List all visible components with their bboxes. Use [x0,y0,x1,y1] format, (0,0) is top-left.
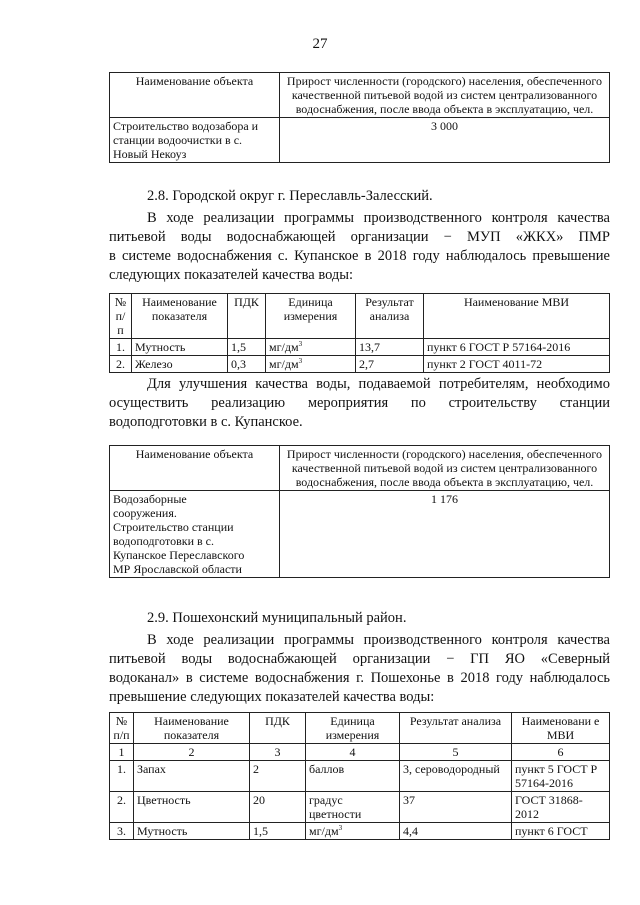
table-cell: пункт 2 ГОСТ 4011-72 [424,356,610,373]
table-cell: 2. [110,356,132,373]
section-heading: 2.8. Городской округ г. Переславль-Залесский. [147,188,433,204]
table-header-cell: № п/п [110,713,134,744]
table-cell [306,823,400,840]
unit-text: мг/дм [309,824,339,838]
table-cell: 1 176 [280,491,610,578]
table-cell: 3. [110,823,134,840]
page-number: 27 [312,36,328,52]
paragraph [109,631,610,707]
table-header-cell: Результат анализа [400,713,512,744]
text-line: В ходе реализации программы производственного контроля качества [147,632,610,648]
table-header-cell: № п/п [110,294,132,339]
table-cell [266,339,356,356]
table-cell: 20 [250,792,306,823]
text-line: питьевой воды водоснабжающей организации − ГП ЯО «Северный [109,651,610,667]
table-cell: Запах [134,761,250,792]
text-line: следующих показателей качества воды: [109,267,354,283]
column-number: 4 [306,744,400,761]
table-cell: 1. [110,339,132,356]
table-cell: 1,5 [228,339,266,356]
table-header-cell: Прирост численности (городского) населения, обеспеченного качественной питьевой водой из систем централизованного водоснабжения, после ввода объекта в эксплуатацию, чел. [280,73,610,118]
table-header-cell: ПДК [228,294,266,339]
text-line: водоподготовки в с. Купанское. [109,414,303,430]
table-cell: Железо [132,356,228,373]
table-cell: 2. [110,792,134,823]
table-header-cell: Наименование показателя [132,294,228,339]
paragraph [109,209,610,285]
text-line: питьевой воды водоснабжающей организации − МУП «ЖКХ» ПМР [109,229,610,245]
text-line: Для улучшения качества воды, подаваемой потребителям, необходимо [147,376,610,392]
table-cell: градус цветности [306,792,400,823]
column-number-row [110,744,610,761]
text-line: в системе водоснабжения с. Купанское в 2018 году наблюдалось превышение [109,248,610,264]
table-cell: 1. [110,761,134,792]
table-cell: 1,5 [250,823,306,840]
table-cell: 3 000 [280,118,610,163]
table-cell: ГОСТ 31868-2012 [512,792,610,823]
table-header-cell: Наименование объекта [110,73,280,118]
column-number: 5 [400,744,512,761]
table-cell: пункт 6 ГОСТ Р 57164-2016 [424,339,610,356]
table-cell: 2,7 [356,356,424,373]
table-cell: 13,7 [356,339,424,356]
table-header-cell: ПДК [250,713,306,744]
table-header-cell: Единица измерения [266,294,356,339]
table-cell: 2 [250,761,306,792]
column-number: 1 [110,744,134,761]
column-number: 6 [512,744,610,761]
table-objects-1 [109,72,610,163]
table-cell: баллов [306,761,400,792]
paragraph [109,375,610,432]
text-line: осуществить реализацию мероприятия по строительству станции [109,395,610,411]
table-cell: пункт 6 ГОСТ [512,823,610,840]
table-indicators-2 [109,712,610,840]
table-row [110,339,610,356]
table-header-cell: Результат анализа [356,294,424,339]
column-number: 3 [250,744,306,761]
table-objects-2 [109,445,610,578]
text-line: превышение следующих показателей качества воды: [109,689,435,705]
table-cell: Мутность [132,339,228,356]
table-cell: 4,4 [400,823,512,840]
table-cell: Цветность [134,792,250,823]
table-row [110,792,610,823]
table-cell: Строительство водозабора и станции водоочистки в с. Новый Некоуз [110,118,280,163]
table-cell: пункт 5 ГОСТ Р 57164-2016 [512,761,610,792]
table-row [110,761,610,792]
table-row [110,356,610,373]
table-header-cell: Наименовани е МВИ [512,713,610,744]
table-cell: Водозаборные сооружения. Строительство станции водоподготовки в с. Купанское Переславского МР Ярославской области [110,491,280,578]
table-header-cell: Прирост численности (городского) населения, обеспеченного качественной питьевой водой из систем централизованного водоснабжения, после ввода объекта в эксплуатацию, чел. [280,446,610,491]
unit-text: мг/дм [269,357,299,371]
unit-text: мг/дм [269,340,299,354]
table-header-cell: Наименование объекта [110,446,280,491]
column-number: 2 [134,744,250,761]
text-line: водоканал» в системе водоснабжения г. Пошехонье в 2018 году наблюдалось [109,670,610,686]
table-row [110,823,610,840]
table-cell: Мутность [134,823,250,840]
table-indicators-1 [109,293,610,373]
text-line: В ходе реализации программы производственного контроля качества [147,210,610,226]
unit-superscript: 3 [298,340,303,348]
table-header-cell: Единица измерения [306,713,400,744]
unit-superscript: 3 [338,824,343,832]
section-heading: 2.9. Пошехонский муниципальный район. [147,610,407,626]
table-cell: 0,3 [228,356,266,373]
table-header-cell: Наименование показателя [134,713,250,744]
table-cell: 37 [400,792,512,823]
unit-superscript: 3 [298,357,303,365]
table-cell: 3, сероводородный [400,761,512,792]
table-header-cell: Наименование МВИ [424,294,610,339]
table-cell [266,356,356,373]
